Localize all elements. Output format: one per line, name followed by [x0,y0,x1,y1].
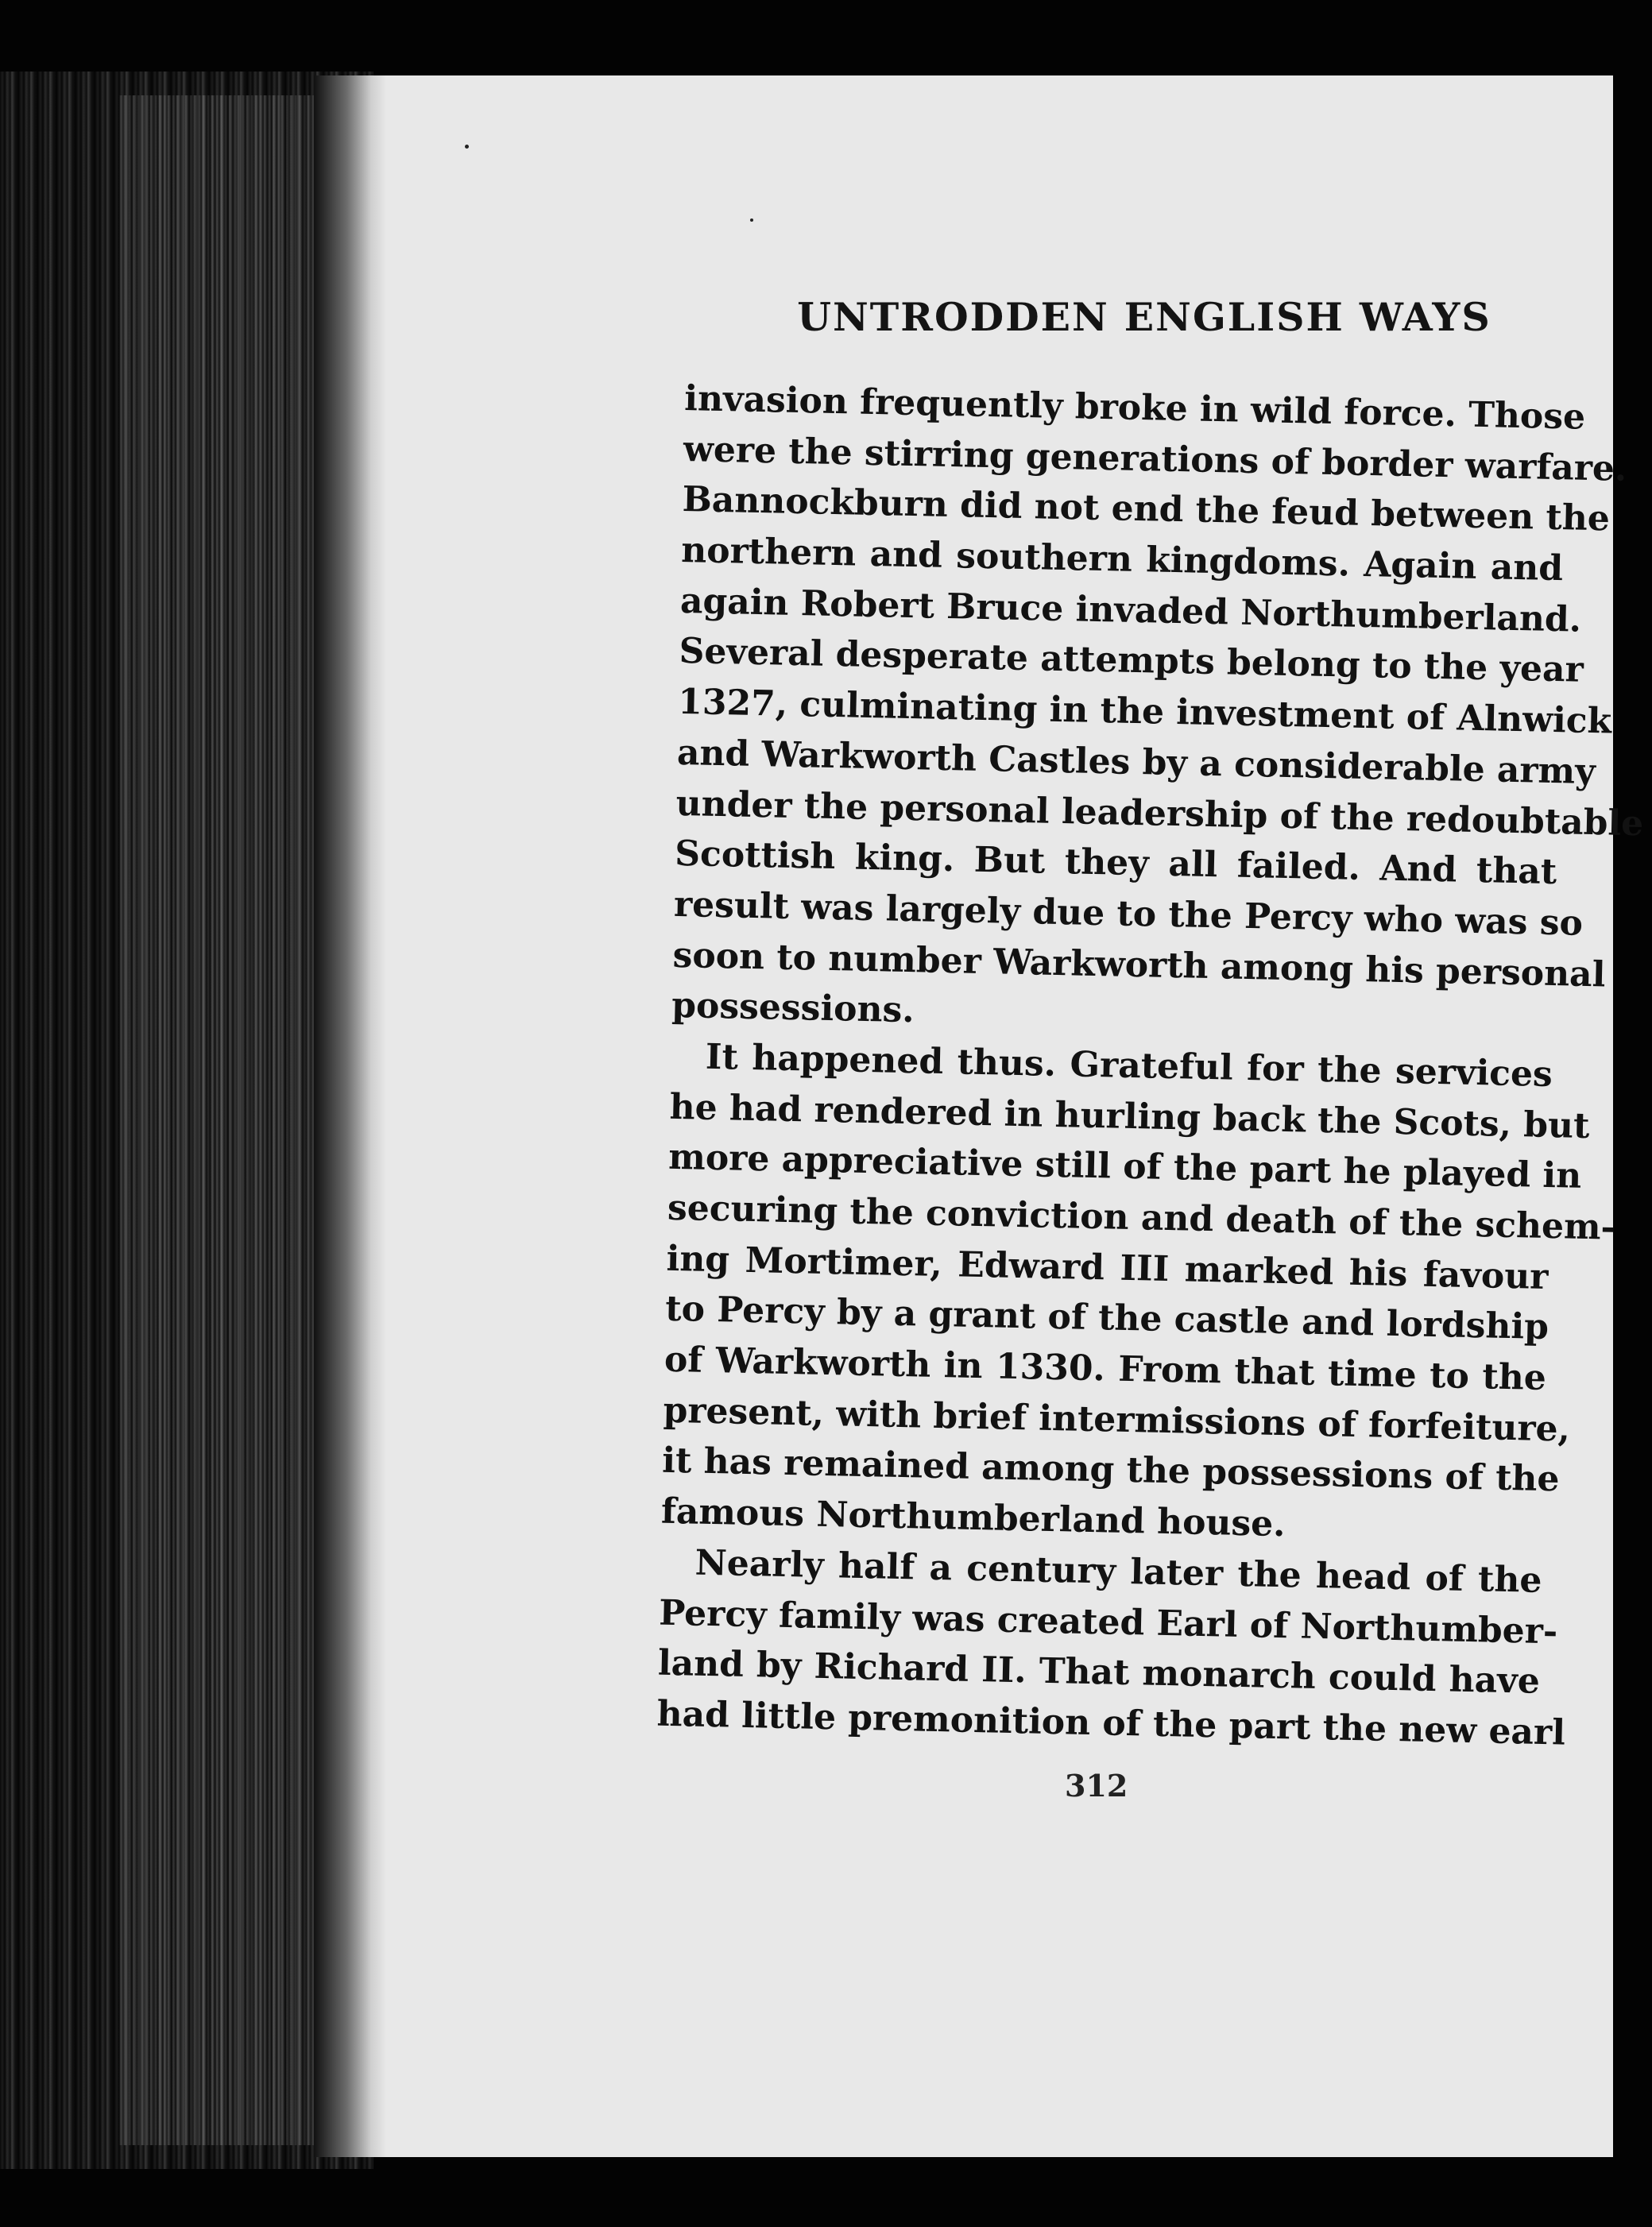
text-line: famous Northumberland house. [660,1490,1286,1545]
text-line: of Warkworth in 1330. From that time to the [664,1339,1547,1399]
text-line: soon to number Warkworth among his personal [672,934,1606,995]
text-line: result was largely due to the Percy who was so [673,883,1584,944]
page-number: 312 [1065,1768,1128,1804]
text-line: Scottish king. But they all failed. And that [674,833,1557,893]
paragraph [656,1537,1566,1757]
text-line: possessions. [671,985,915,1031]
dust-speck [750,218,753,222]
body-text [656,373,1644,1757]
text-line: northern and southern kingdoms. Again and [680,530,1564,590]
text-line: present, with brief intermissions of forfeiture, [663,1390,1571,1450]
paragraph [671,373,1644,1050]
text-line: had little premonition of the part the new earl [656,1693,1566,1753]
text-line: Bannockburn did not end the feud between the [682,479,1611,539]
text-line: Nearly half a century later the head of the [694,1542,1542,1601]
text-line: he had rendered in hurling back the Scots, but [669,1086,1590,1146]
paragraph [660,1031,1616,1556]
text-line: land by Richard II. That monarch could have [657,1642,1541,1703]
text-line: securing the conviction and death of the schem- [667,1187,1616,1248]
text-line: Several desperate attempts belong to the year [679,631,1584,691]
dust-speck [465,145,469,149]
text-line: again Robert Bruce invaded Northumberland. [679,580,1582,640]
text-line: under the personal leadership of the redoubtable [675,783,1644,844]
text-line: 1327, culminating in the investment of Alnwick [677,682,1612,742]
text-line: Percy family was created Earl of Northumber- [658,1592,1558,1652]
text-line: were the stirring generations of border warfare. [683,428,1627,489]
page-gutter-shadow [314,75,385,2157]
text-line: and Warkworth Castles by a considerable army [676,732,1596,792]
running-header: UNTRODDEN ENGLISH WAYS [797,294,1491,340]
text-line: to Percy by a grant of the castle and lordship [664,1289,1549,1348]
text-line: ing Mortimer, Edward III marked his favour [666,1238,1549,1297]
text-line: more appreciative still of the part he played in [667,1137,1582,1197]
text-line: it has remained among the possessions of the [661,1440,1560,1500]
text-line: invasion frequently broke in wild force. Those [683,377,1586,438]
text-line: It happened thus. Grateful for the services [705,1036,1553,1095]
